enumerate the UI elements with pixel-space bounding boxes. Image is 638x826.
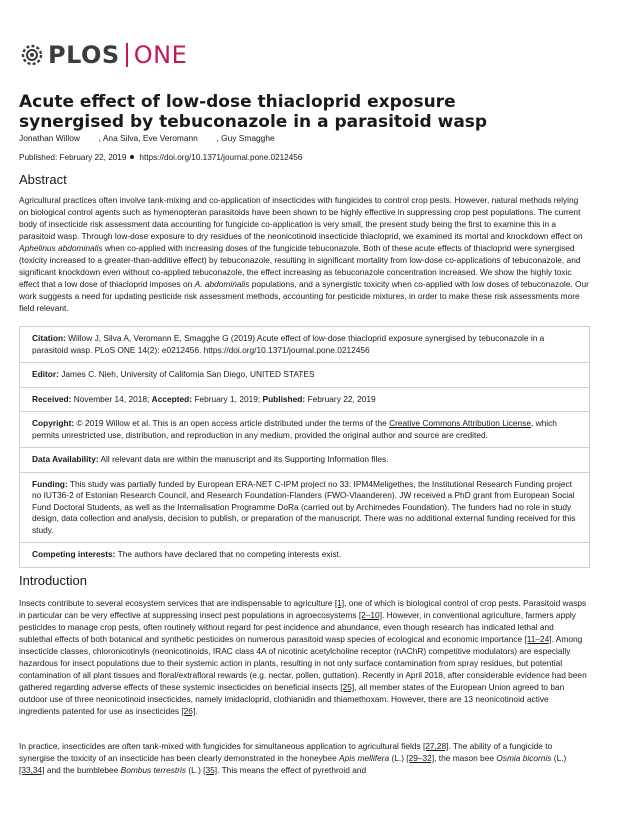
article-info-box bbox=[19, 326, 590, 568]
author-group-1[interactable]: Jonathan Willow bbox=[19, 133, 80, 143]
reference-link[interactable]: [33,34] bbox=[19, 765, 45, 775]
doi-link[interactable]: https://doi.org/10.1371/journal.pone.0212456 bbox=[139, 153, 303, 162]
species-name: Aphelinus abdominalis bbox=[19, 243, 103, 253]
editor-row: Editor: James C. Nieh, University of California San Diego, UNITED STATES bbox=[20, 363, 589, 388]
introduction-heading: Introduction bbox=[19, 573, 87, 588]
reference-link[interactable]: [11–24] bbox=[524, 634, 552, 644]
reference-link[interactable]: [25] bbox=[340, 682, 355, 692]
species-name: Apis mellifera bbox=[339, 753, 390, 763]
published-date: Published: February 22, 2019 bbox=[19, 153, 127, 162]
data-availability-row: Data Availability: All relevant data are within the manuscript and its Supporting Information files. bbox=[20, 448, 589, 473]
abstract-text: Agricultural practices often involve tank-mixing and co-application of insecticides with fungicides to control crop pests. However, natural methods relying on biological control agents such as hymenopteran parasitoids have been shown to be highly effective in suppressing crop pest populations. The current body of insecticide risk assessment data accounting for fungicide co-application is very small, the present study being the first to examine this in a parasitoid wasp. Through low-dose exposure to dry residues of the neonicotinoid insecticide thiacloprid, we examined its mortal and knockdown effect on Aphelinus abdominalis when co-applied with increasing doses of the fungicide tebuconazole. Both of these acute effects of thiacloprid were synergised (toxicity increased to a greater-than-additive effect) by tebuconazole, resulting in significant mortality from low-dose co-applications of tebuconazole, and significant knockdown even without co-applied tebuconazole, the effect increasing as tebuconazole concentration increased. We show the highly toxic effect that a low dose of thiacloprid imposes on A. abdominalis populations, and a synergistic toxicity when co-applied with low doses of tebuconazole. Our work suggests a need for updating pesticide risk assessment methods, accounting for pesticide mixtures, in order to make these risk assessments more field relevant. bbox=[19, 195, 589, 313]
species-name: A. abdominalis bbox=[194, 279, 250, 289]
citation-row: Citation: Willow J, Silva A, Veromann E, Smagghe G (2019) Acute effect of low-dose thiacloprid exposure synergised by tebuconazole in a parasitoid wasp. PLoS ONE 14(2): e0212456. https://doi.org/10.1371/journal.pone.0212456 bbox=[20, 327, 589, 363]
brand-one: ONE bbox=[133, 41, 188, 69]
reference-link[interactable]: [35] bbox=[203, 765, 218, 775]
species-name: Bombus terrestris bbox=[120, 765, 187, 775]
journal-logo[interactable] bbox=[19, 40, 187, 70]
reference-link[interactable]: [26] bbox=[181, 706, 196, 716]
plos-logo-icon bbox=[19, 42, 45, 68]
reference-link[interactable]: [27,28] bbox=[422, 741, 449, 751]
brand-divider bbox=[126, 43, 128, 67]
publication-line bbox=[19, 153, 302, 162]
species-name: Osmia bicornis bbox=[496, 753, 552, 763]
brand-plos: PLOS bbox=[48, 41, 120, 69]
license-link[interactable]: Creative Commons Attribution License bbox=[389, 418, 531, 428]
bullet-icon bbox=[130, 155, 134, 159]
intro-paragraph-2: In practice, insecticides are often tank-mixed with fungicides for simultaneous application to agricultural fields [27,28]. The ability of a fungicide to synergise the toxicity of an insecticide has been clearly demonstrated in the honeybee Apis mellifera (L.) [29–32], the mason bee Osmia bicornis (L.) [33,34] and the bumblebee Bombus terrestris (L.) [35]. This means the effect of pyrethroid and bbox=[19, 741, 567, 775]
intro-paragraph-1: Insects contribute to several ecosystem services that are indispensable to agriculture [1], one of which is biological control of crop pests. Parasitoid wasps in particular can be very effective at suppressing insect pest populations in agroecosystems [2–10]. However, in conventional agriculture, farmers apply pesticides to manage crop pests, often routinely without regard for pest incidence and abundance, even though research has indicated lethal and sublethal effects of both botanical and synthetic pesticides on numerous parasitoid wasp species of ecological and economic importance [11–24]. Among insecticide classes, chloronicotinyls (neonicotinoids, IRAC class 4A of nicotinic acetylcholine receptor (nAChR) competitive modulators) are especially hazardous for insect populations due to their systemic action in plants, resulting in not only surface contamination from spray residues, but potential contamination of all plant tissues and floral/extrafloral rewards (e.g. nectar, pollen, guttation). Recently in April 2018, after considerable evidence had been gathered regarding adverse effects of these systemic insecticides on beneficial insects [25], all member states of the European Union agreed to ban outdoor use of three neonicotinoid insecticides, namely imidacloprid, clothianidin and thiamethoxam. However, there are 13 neonicotinoid active ingredients patented for use as insecticides [26]. bbox=[19, 598, 587, 716]
reference-link[interactable]: [1] bbox=[334, 598, 345, 608]
article-title: Acute effect of low-dose thiacloprid exposure synergised by tebuconazole in a parasitoid wasp bbox=[19, 92, 488, 132]
author-list bbox=[19, 133, 275, 143]
reference-link[interactable]: [29–32] bbox=[406, 753, 435, 763]
funding-row: Funding: This study was partially funded by European ERA-NET C-IPM project no 33: IPM4Meligethes, the Institutional Research Funding project no IUT36-2 of Estonian Research Council, and Research Foundation-Flanders (FWO-Vlaanderen). JW received a PhD grant from European Social Fund Doctoral Students, as well as the Internalisation Programme DoRa (carried out by Archimedes Foundation). The funders had no role in study design, data collection and analysis, decision to publish, or preparation of the manuscript. There was no additional external funding received for this study. bbox=[20, 473, 589, 544]
reference-link[interactable]: [2–10] bbox=[358, 610, 383, 620]
abstract-heading: Abstract bbox=[19, 172, 67, 187]
author-group-2[interactable]: , Ana Silva, Eve Veromann bbox=[98, 133, 198, 143]
competing-interests-row: Competing interests: The authors have declared that no competing interests exist. bbox=[20, 543, 589, 568]
author-group-3[interactable]: , Guy Smagghe bbox=[216, 133, 275, 143]
copyright-row: Copyright: © 2019 Willow et al. This is an open access article distributed under the terms of the Creative Commons Attribution License, which permits unrestricted use, distribution, and reproduction in any medium, provided the original author and source are credited. bbox=[20, 412, 589, 448]
dates-row: Received: November 14, 2018; Accepted: February 1, 2019; Published: February 22, 2019 bbox=[20, 388, 589, 413]
